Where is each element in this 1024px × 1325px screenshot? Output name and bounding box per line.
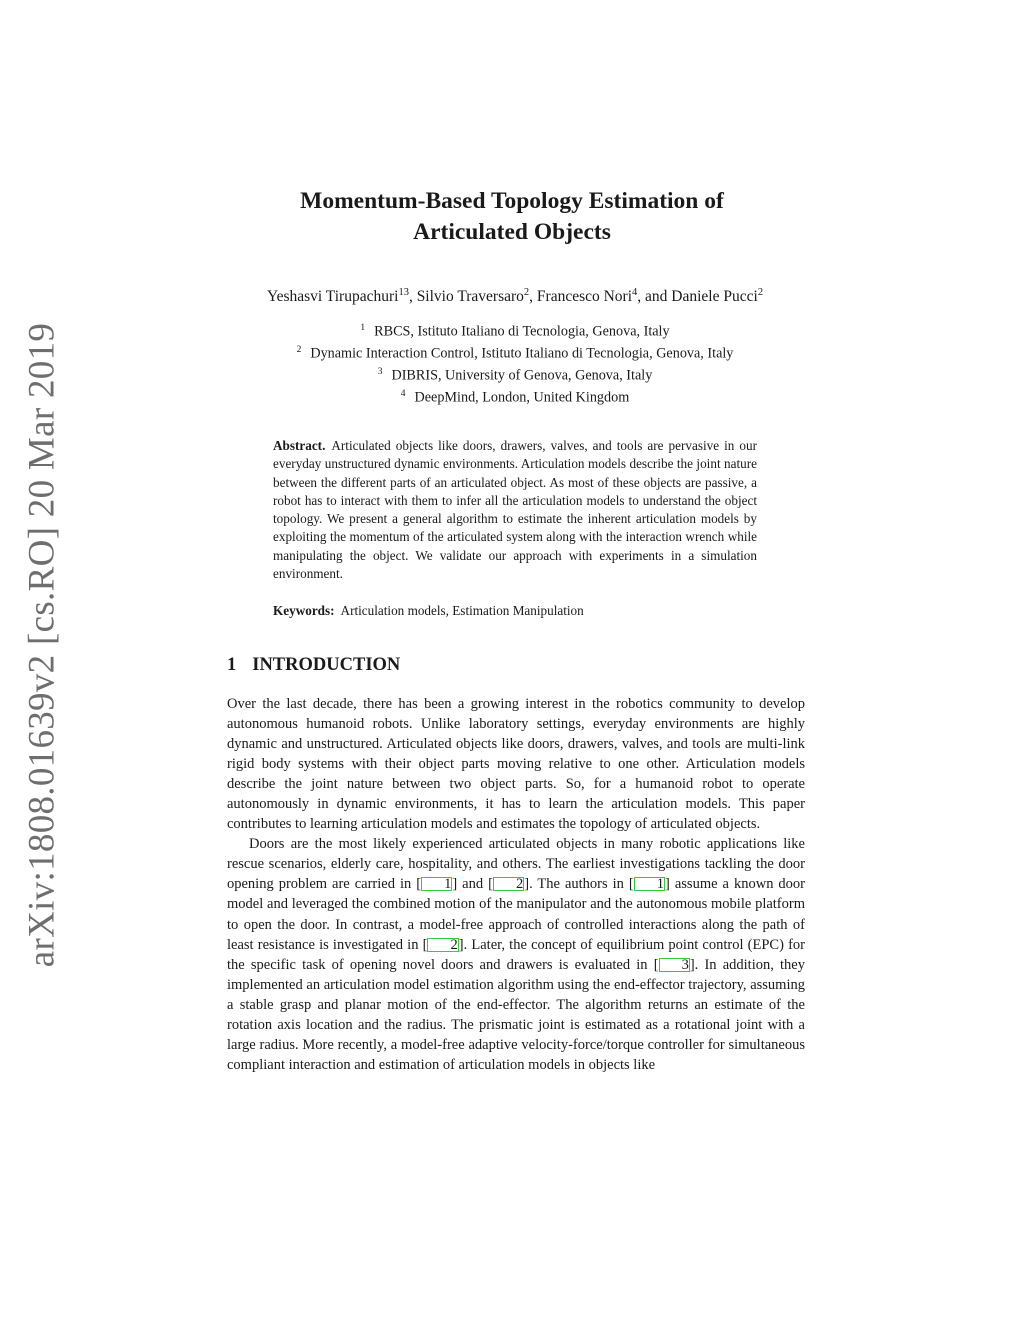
affiliation [200,385,830,407]
affiliation-list [200,319,830,407]
author-name: Francesco Nori [536,288,633,306]
intro-paragraph-2: Doors are the most likely experienced articulated objects in many robotic applications like rescue scenarios, elderly care, hospitality, and others. The earliest investigations tackling the door opening problem are carried in [ 1] and [ 2]. The authors in [ 1] assume a known door model and leveraged the combined motion of the manipulator and the autonomous mobile platform to open the door. In contrast, a model-free approach of controlled interactions along the path of least resistance is investigated in [ 2]. Later, the concept of equilibrium point control (EPC) for the specific task of opening novel doors and drawers is evaluated in [ 3]. In addition, they implemented an articulation model estimation algorithm using the end-effector trajectory, assuming a stable grasp and planar motion of the end-effector. The algorithm returns an estimate of the rotation axis location and the radius. The prismatic joint is estimated as a rotational joint with a large radius. More recently, a model-free adaptive velocity-force/torque controller for simultaneous compliant interaction and estimation of articulation models in objects like [227,836,806,1073]
section-number: 1 [227,655,237,675]
paragraph-text: . Later, the concept of equilibrium point control (EPC) for the specific task of opening novel doors and drawers is evaluated in [227,936,805,973]
citation-link[interactable]: 1 [421,877,452,891]
author-name: Yeshasvi Tirupachuri [266,288,399,306]
author-list [150,283,880,307]
affiliation-number: 1 [360,323,366,333]
paragraph-text: assume a known door model and leveraged the combined motion of the manipulator and the autonomous mobile platform to open the door. In contrast, a model-free approach of controlled interactions along the path of least resistance is investigated in [227,876,806,953]
paragraph-text: . The authors in [529,876,629,893]
affiliation [200,341,830,363]
paragraph-text: Doors are the most likely experienced articulated objects in many robotic applications like rescue scenarios, elderly care, hospitality, and others. The earliest investigations tackling the door opening problem are carried in [227,836,805,893]
abstract-label: Abstract. [273,438,326,453]
author-affiliation-mark: 13 [398,287,409,298]
author-name: Silvio Traversaro [416,288,524,306]
abstract [273,437,757,583]
keywords [273,602,757,620]
paragraph-text: . In addition, they implemented an articulation model estimation algorithm using the end-effector trajectory, assuming a stable grasp and planar motion of the end-effector. The algorithm returns an estimate of the rotation axis location and the radius. The prismatic joint is estimated as a rotational joint with a large radius. More recently, a model-free adaptive velocity-force/torque controller for simultaneous compliant interaction and estimation of articulation models in objects like [227,956,805,1073]
affiliation-number: 2 [296,345,302,356]
citation-link[interactable]: 2 [493,877,524,891]
title-line: Articulated Objects [413,219,611,245]
section-title: INTRODUCTION [252,655,401,675]
keywords-label: Keywords: [273,603,335,618]
affiliation-text: Dynamic Interaction Control, Istituto Italiano di Tecnologia, Genova, Italy [310,345,734,362]
citation-link[interactable]: 2 [427,938,458,952]
keywords-text: Articulation models, Estimation Manipulation [340,603,584,618]
author-separator: , [408,288,417,306]
paragraph-text: and [457,876,489,893]
citation-link[interactable]: 1 [634,877,665,891]
affiliation-number: 4 [400,389,406,400]
author-separator: , and [637,288,672,306]
arxiv-identifier: arXiv:1808.01639v2 [cs.RO] 20 Mar 2019 [21,322,63,968]
affiliation-text: RBCS, Istituto Italiano di Tecnologia, Genova, Italy [374,323,670,340]
citation-link[interactable]: 3 [659,958,690,972]
paper-title [212,186,812,248]
intro-paragraph-1: Over the last decade, there has been a growing interest in the robotics community to develop autonomous humanoid robots. Unlike laboratory settings, everyday environments are highly dynamic and unstructured. Articulated objects like doors, drawers, valves, and tools are multi-link rigid body systems with their object parts moving relative to one other. Articulation models describe the joint nature between two object parts. So, for a humanoid robot to operate autonomously in dynamic environments, it has to learn the articulation models. This paper contributes to learning articulation models and estimates the topology of articulated objects. [227,696,805,833]
title-line: Momentum-Based Topology Estimation of [300,188,724,214]
arxiv-side-stamp [14,322,70,968]
author-separator: , [529,288,537,306]
author-affiliation-mark: 2 [523,287,530,298]
introduction-body [227,694,805,1075]
affiliation-text: DeepMind, London, United Kingdom [414,389,630,406]
affiliation [200,319,830,341]
affiliation-number: 3 [377,367,383,378]
affiliation-text: DIBRIS, University of Genova, Genova, Italy [391,367,653,384]
author-name: Daniele Pucci [671,288,758,306]
affiliation [200,363,830,385]
author-affiliation-mark: 2 [757,287,764,298]
abstract-text: Articulated objects like doors, drawers, valves, and tools are pervasive in our everyday unstructured dynamic environments. Articulation models describe the joint nature between the different parts of an articulated object. As most of these objects are passive, a robot has to interact with them to infer all the articulation models to understand the object topology. We present a general algorithm to estimate the inherent articulation models by exploiting the momentum of the articulated system along with the interaction wrench while manipulating the object. We validate our approach with experiments in a simulation environment. [273,438,757,582]
section-heading [227,653,400,677]
author-affiliation-mark: 4 [632,287,638,298]
